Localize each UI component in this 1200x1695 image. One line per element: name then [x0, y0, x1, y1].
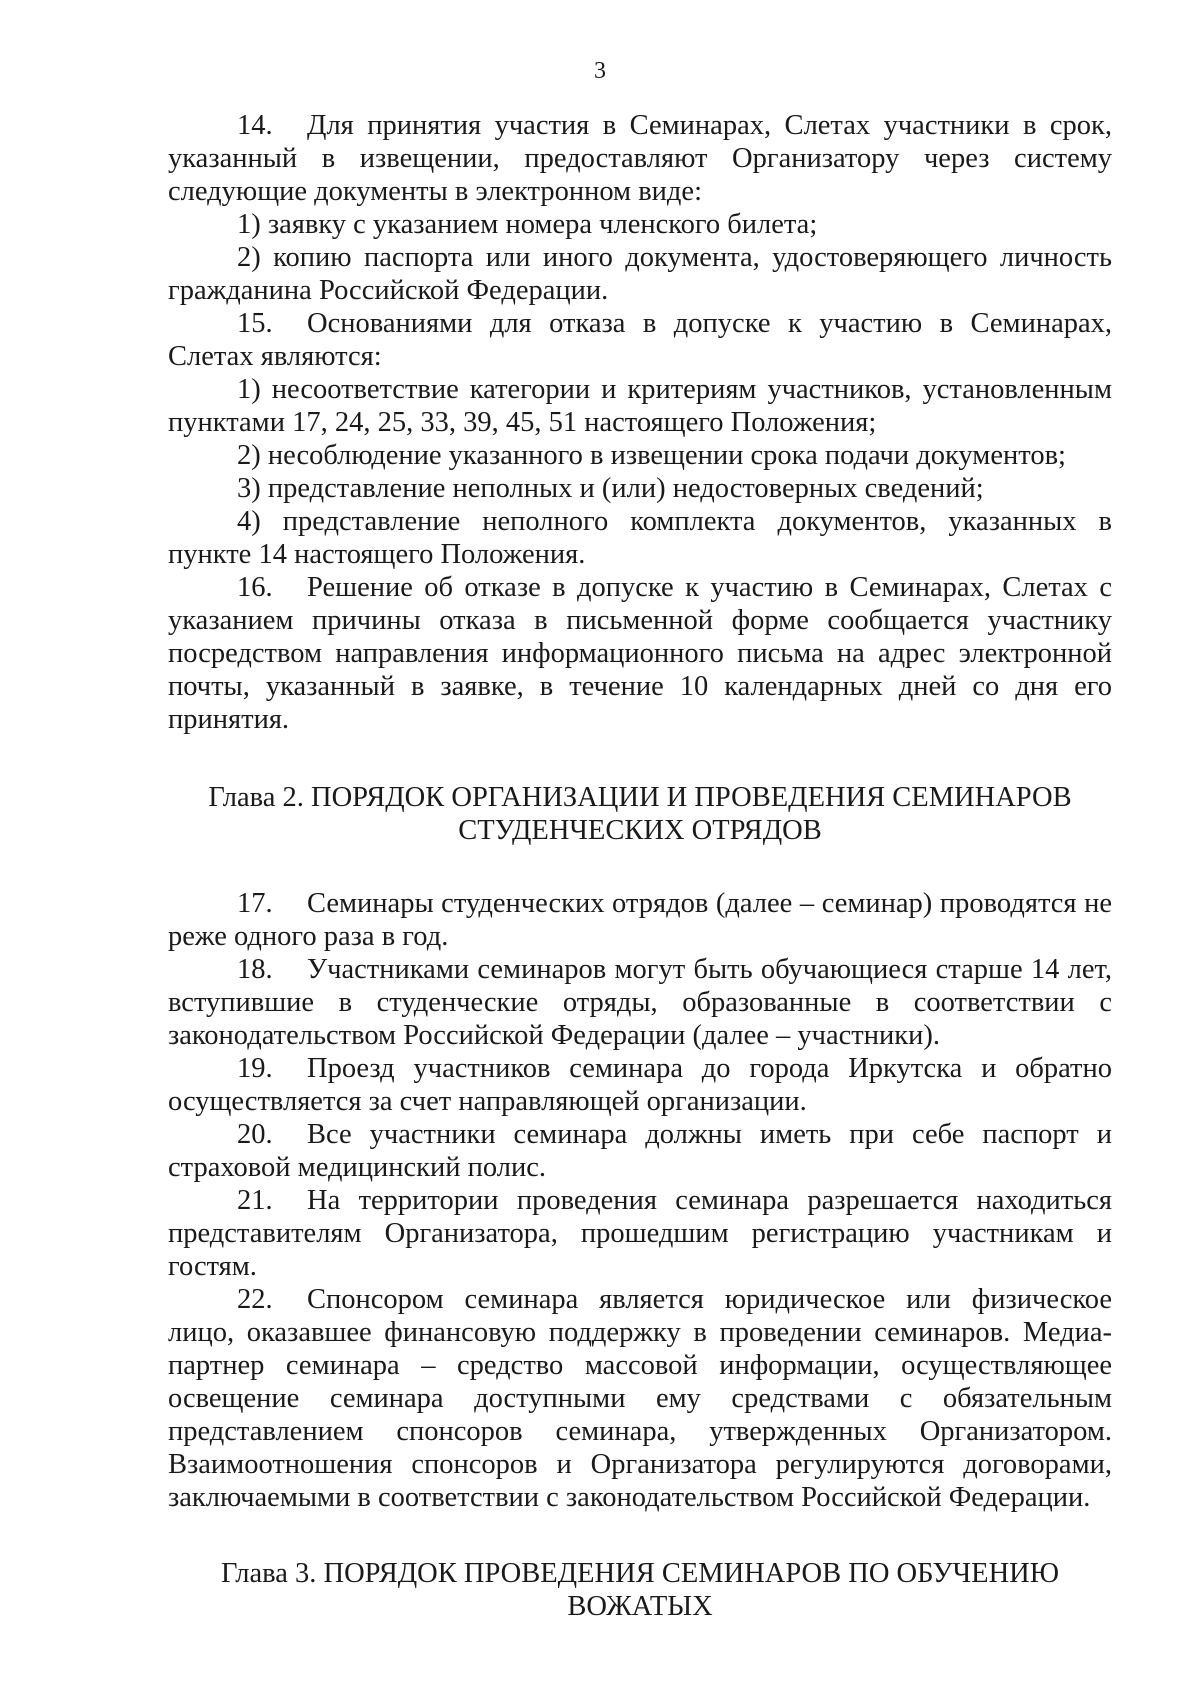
paragraph-text: Основаниями для отказа в допуске к участию в Семинарах, Слетах являются: — [168, 308, 1112, 372]
paragraph-21 — [168, 1184, 1112, 1283]
paragraph-number: 22. — [237, 1284, 273, 1315]
page-number: 3 — [594, 58, 606, 84]
chapter-3-heading — [168, 1557, 1112, 1623]
chapter-2-heading — [168, 781, 1112, 847]
chapter-2-title-line-2: СТУДЕНЧЕСКИХ ОТРЯДОВ — [458, 815, 822, 846]
chapter-2-title-line-1: Глава 2. ПОРЯДОК ОРГАНИЗАЦИИ И ПРОВЕДЕНИЯ СЕМИНАРОВ — [208, 782, 1072, 813]
paragraph-16 — [168, 571, 1112, 736]
paragraph-20 — [168, 1118, 1112, 1184]
paragraph-text: Проезд участников семинара до города Иркутска и обратно осуществляется за счет направляющей организации. — [168, 1053, 1112, 1117]
paragraph-number: 20. — [237, 1119, 273, 1150]
paragraph-number: 18. — [237, 954, 273, 985]
paragraph-15-item-2: 2) несоблюдение указанного в извещении срока подачи документов; — [237, 440, 1066, 471]
paragraph-text: Решение об отказе в допуске к участию в Семинарах, Слетах с указанием причины отказа в письменной форме сообщается участнику посредством направления информационного письма на адрес электронной почты, указанный в заявке, в течение 10 календарных дней со дня его принятия. — [168, 572, 1112, 735]
paragraph-text: Семинары студенческих отрядов (далее – семинар) проводятся не реже одного раза в год. — [168, 888, 1112, 952]
paragraph-number: 19. — [237, 1053, 273, 1084]
paragraph-text: Все участники семинара должны иметь при себе паспорт и страховой медицинский полис. — [168, 1119, 1112, 1183]
paragraph-14-item-1: 1) заявку с указанием номера членского билета; — [237, 209, 818, 240]
paragraph-15-item-4: 4) представление неполного комплекта документов, указанных в пункте 14 настоящего Положения. — [168, 506, 1112, 570]
chapter-3-title-line-2: ВОЖАТЫХ — [567, 1591, 713, 1622]
paragraph-15-item-1: 1) несоответствие категории и критериям участников, установленным пунктами 17, 24, 25, 33, 39, 45, 51 настоящего Положения; — [168, 374, 1112, 438]
paragraph-number: 16. — [237, 572, 273, 603]
paragraph-number: 21. — [237, 1185, 273, 1216]
paragraph-text: На территории проведения семинара разрешается находиться представителям Организатора, прошедшим регистрацию участникам и гостям. — [168, 1185, 1112, 1282]
chapter-3-title-line-1: Глава 3. ПОРЯДОК ПРОВЕДЕНИЯ СЕМИНАРОВ ПО ОБУЧЕНИЮ — [220, 1558, 1060, 1589]
paragraph-14-item-2: 2) копию паспорта или иного документа, удостоверяющего личность гражданина Российской Федерации. — [168, 242, 1112, 306]
paragraph-15 — [168, 307, 1112, 373]
paragraph-18 — [168, 953, 1112, 1052]
paragraph-text: Участниками семинаров могут быть обучающиеся старше 14 лет, вступившие в студенческие отряды, образованные в соответствии с законодательством Российской Федерации (далее – участники). — [168, 954, 1112, 1051]
paragraph-15-item-3: 3) представление неполных и (или) недостоверных сведений; — [237, 473, 984, 504]
paragraph-14 — [168, 109, 1112, 208]
paragraph-text: Спонсором семинара является юридическое или физическое лицо, оказавшее финансовую поддержку в проведении семинаров. Медиа-партнер семинара – средство массовой информации, осуществляющее освещение семинара доступными ему средствами с обязательным представлением спонсоров семинара, утвержденных Организатором. Взаимоотношения спонсоров и Организатора регулируются договорами, заключаемыми в соответствии с законодательством Российской Федерации. — [168, 1284, 1112, 1513]
paragraph-number: 14. — [237, 110, 273, 141]
paragraph-number: 15. — [237, 308, 273, 339]
paragraph-19 — [168, 1052, 1112, 1118]
paragraph-17 — [168, 887, 1112, 953]
paragraph-22 — [168, 1283, 1112, 1514]
paragraph-text: Для принятия участия в Семинарах, Слетах участники в срок, указанный в извещении, предоставляют Организатору через систему следующие документы в электронном виде: — [168, 110, 1112, 207]
paragraph-number: 17. — [237, 888, 273, 919]
page-content — [168, 109, 1112, 1623]
